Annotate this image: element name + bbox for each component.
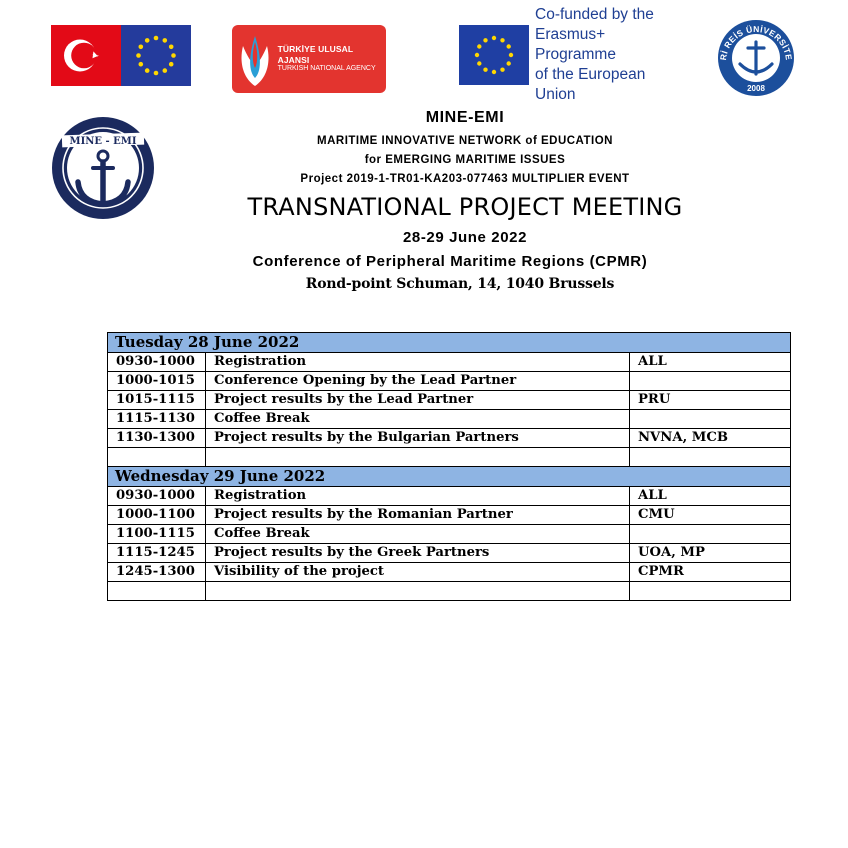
table-row (108, 410, 791, 429)
pru-name: Rİ REİS ÜNİVERSİTE (717, 23, 795, 61)
erasmus-line-1: Co-funded by the (535, 6, 654, 23)
session-cell: Project results by the Lead Partner (206, 391, 630, 410)
time-cell: 1000-1100 (108, 506, 206, 525)
session-cell: Coffee Break (206, 525, 630, 544)
partner-cell: NVNA, MCB (630, 429, 791, 448)
turkish-national-agency-logo (232, 25, 386, 93)
eu-stars-icon (121, 25, 191, 86)
project-subtitle-2: for EMERGING MARITIME ISSUES (364, 154, 566, 166)
tulip-icon (232, 26, 278, 92)
empty-row (108, 448, 791, 467)
turkey-flag (51, 25, 121, 86)
session-cell: Project results by the Greek Partners (206, 544, 630, 563)
meeting-dates: 28-29 June 2022 (402, 229, 528, 246)
crescent-star-icon (51, 25, 121, 86)
time-cell: 1100-1115 (108, 525, 206, 544)
table-row (108, 506, 791, 525)
erasmus-cofunded-logo (459, 6, 689, 103)
partner-cell: ALL (630, 487, 791, 506)
mine-emi-logo (50, 116, 156, 220)
partner-cell (630, 372, 791, 391)
project-title: MINE-EMI (425, 109, 505, 126)
day-header-row (108, 467, 791, 487)
partner-cell (630, 410, 791, 429)
table-row (108, 544, 791, 563)
session-cell: Conference Opening by the Lead Partner (206, 372, 630, 391)
erasmus-line-3: of the European Union (535, 66, 646, 103)
day-title: Tuesday 28 June 2022 (108, 333, 791, 353)
agenda-table (107, 332, 791, 601)
table-row (108, 372, 791, 391)
partner-cell: UOA, MP (630, 544, 791, 563)
day-title: Wednesday 29 June 2022 (108, 467, 791, 487)
meeting-address: Rond-point Schuman, 14, 1040 Brussels (305, 276, 615, 292)
project-number: Project 2019-1-TR01-KA203-077463 MULTIPLIER EVENT (300, 173, 630, 185)
session-cell: Visibility of the project (206, 563, 630, 582)
eu-flag (459, 25, 529, 85)
meeting-venue: Conference of Peripheral Maritime Regions (CPMR) (252, 253, 648, 270)
partner-cell: ALL (630, 353, 791, 372)
project-subtitle-1: MARITIME INNOVATIVE NETWORK of EDUCATION (317, 135, 613, 147)
eu-flag (121, 25, 191, 86)
partner-cell (630, 525, 791, 544)
table-row (108, 429, 791, 448)
time-cell: 1130-1300 (108, 429, 206, 448)
day-header-row (108, 333, 791, 353)
session-cell: Coffee Break (206, 410, 630, 429)
time-cell: 0930-1000 (108, 353, 206, 372)
tna-name-en: TURKISH NATIONAL AGENCY (277, 65, 376, 73)
table-row (108, 563, 791, 582)
session-cell: Registration (206, 487, 630, 506)
time-cell: 1245-1300 (108, 563, 206, 582)
eu-stars-icon (459, 25, 529, 85)
tna-name: TÜRKİYE ULUSAL AJANSI (277, 44, 353, 65)
session-cell: Project results by the Bulgarian Partners (206, 429, 630, 448)
time-cell: 1115-1245 (108, 544, 206, 563)
time-cell: 1115-1130 (108, 410, 206, 429)
table-row (108, 525, 791, 544)
time-cell: 0930-1000 (108, 487, 206, 506)
table-row (108, 487, 791, 506)
table-row (108, 353, 791, 372)
erasmus-line-2: Erasmus+ Programme (535, 26, 616, 63)
pru-year: 2008 (747, 84, 765, 93)
time-cell: 1015-1115 (108, 391, 206, 410)
table-row (108, 391, 791, 410)
partner-cell: CPMR (630, 563, 791, 582)
empty-row (108, 582, 791, 601)
partner-cell: CMU (630, 506, 791, 525)
mine-logo-text: MINE - EMI (69, 136, 137, 147)
piri-reis-university-logo (710, 18, 802, 98)
partner-cell: PRU (630, 391, 791, 410)
time-cell: 1000-1015 (108, 372, 206, 391)
meeting-heading: TRANSNATIONAL PROJECT MEETING (247, 193, 683, 221)
session-cell: Registration (206, 353, 630, 372)
turkey-eu-flags-logo (51, 25, 191, 86)
session-cell: Project results by the Romanian Partner (206, 506, 630, 525)
